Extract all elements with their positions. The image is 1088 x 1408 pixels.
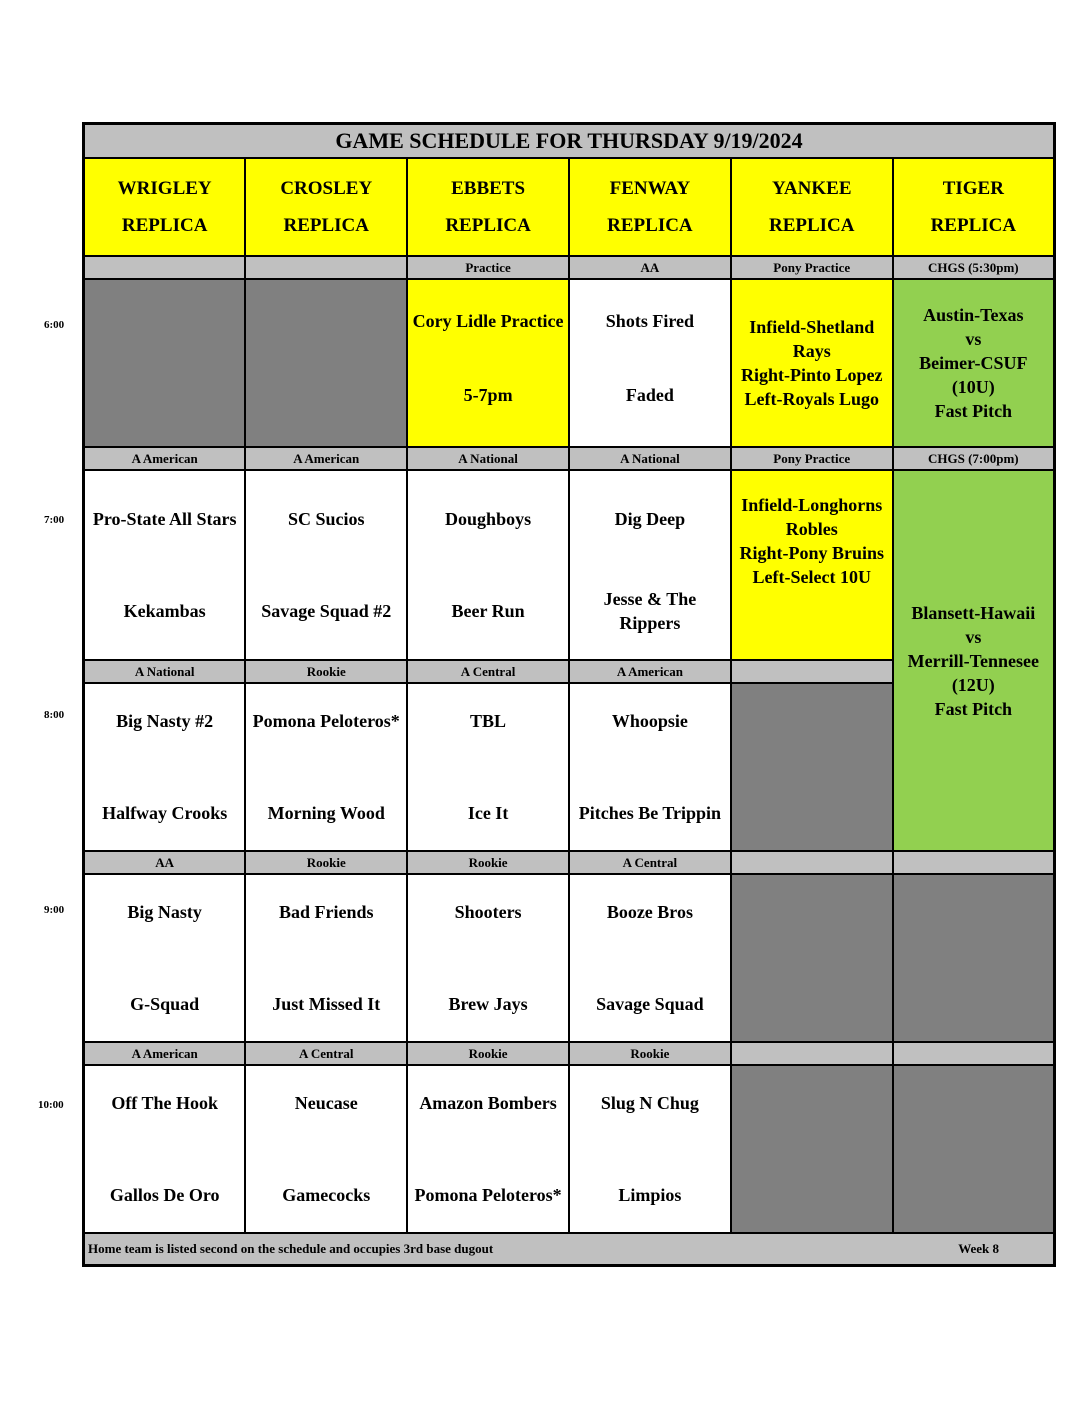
division-label: A Central <box>245 1042 407 1065</box>
game-cell <box>569 279 731 447</box>
field-header-wrigley <box>84 158 246 256</box>
empty-slot <box>731 874 893 1042</box>
team-top: Big Nasty #2 <box>116 711 214 731</box>
page-title: GAME SCHEDULE FOR THURSDAY 9/19/2024 <box>84 124 1055 159</box>
time-label-10: 10:00 <box>38 1099 64 1111</box>
field-name: CROSLEY <box>280 178 373 199</box>
team-top: Whoopsie <box>611 711 688 731</box>
fast-pitch-line: Fast Pitch <box>934 401 1013 421</box>
team-top: Neucase <box>294 1093 358 1113</box>
game-cell <box>407 683 569 851</box>
game-cell <box>84 1065 246 1233</box>
fast-pitch-line: Fast Pitch <box>934 698 1013 719</box>
field-header-tiger <box>893 158 1055 256</box>
field-name: TIGER <box>942 178 1004 199</box>
footer <box>84 1233 1055 1266</box>
team-top: Pro-State All Stars <box>92 509 237 529</box>
game-cell <box>407 1065 569 1233</box>
division-label: A American <box>84 1042 246 1065</box>
empty-slot <box>893 874 1055 1042</box>
field-name: YANKEE <box>771 178 852 199</box>
game-cell <box>569 1065 731 1233</box>
field-sub: REPLICA <box>121 215 208 236</box>
team-top: Dig Deep <box>614 509 686 529</box>
game-cell <box>569 683 731 851</box>
division-label <box>731 660 893 683</box>
team-bottom: Halfway Crooks <box>102 803 228 823</box>
team-bottom: Just Missed It <box>272 994 381 1014</box>
practice-line: Infield-Longhorns Robles <box>741 495 883 539</box>
field-header-crosley <box>245 158 407 256</box>
time-label-8: 8:00 <box>44 709 65 721</box>
field-name: WRIGLEY <box>117 178 212 199</box>
division-row <box>84 447 1055 470</box>
division-label <box>84 256 246 279</box>
empty-slot <box>731 683 893 851</box>
team-bottom: Morning Wood <box>267 803 385 823</box>
team-bottom: Gamecocks <box>282 1185 371 1205</box>
team-top: Off The Hook <box>111 1093 218 1113</box>
practice-line: Right-Pinto Lopez <box>740 365 883 385</box>
empty-slot <box>84 279 246 447</box>
fast-pitch-line: vs <box>965 329 982 349</box>
team-top: Booze Bros <box>606 902 693 922</box>
field-sub: REPLICA <box>768 215 855 236</box>
division-label: A American <box>245 447 407 470</box>
field-header-yankee <box>731 158 893 256</box>
division-label: A National <box>569 447 731 470</box>
division-label: Pony Practice <box>731 447 893 470</box>
division-label: AA <box>84 851 246 874</box>
division-label: A American <box>84 447 246 470</box>
time-column <box>0 0 82 1408</box>
team-top: Shots Fired <box>605 311 694 331</box>
fast-pitch-cell <box>893 470 1055 851</box>
field-header-row <box>84 158 1055 256</box>
footer-note: Home team is listed second on the schedule and occupies 3rd base dugout <box>88 1241 494 1256</box>
fast-pitch-line: Merrill-Tennesee <box>907 650 1039 671</box>
game-cell <box>245 1065 407 1233</box>
team-bottom: Beer Run <box>451 601 525 621</box>
team-bottom: Ice It <box>467 803 509 823</box>
division-label: A Central <box>569 851 731 874</box>
division-row <box>84 256 1055 279</box>
fast-pitch-line: Beimer-CSUF <box>919 353 1028 373</box>
team-bottom: Pitches Be Trippin <box>578 803 722 823</box>
game-cell <box>245 683 407 851</box>
division-label: A American <box>569 660 731 683</box>
team-bottom: Brew Jays <box>448 994 528 1014</box>
field-sub: REPLICA <box>445 215 531 236</box>
practice-line: Right-Pony Bruins <box>739 543 884 563</box>
team-top: Doughboys <box>445 509 532 529</box>
game-cell <box>84 470 246 660</box>
team-bottom: Kekambas <box>123 601 206 621</box>
game-cell <box>407 874 569 1042</box>
field-name: EBBETS <box>451 178 526 199</box>
time-label-6: 6:00 <box>44 319 65 331</box>
team-bottom: Pomona Peloteros* <box>414 1185 562 1205</box>
game-cell <box>84 874 246 1042</box>
division-label <box>731 851 893 874</box>
team-bottom: Jesse & The Rippers <box>603 589 697 633</box>
empty-slot <box>893 1065 1055 1233</box>
division-label <box>893 851 1055 874</box>
practice-line: Left-Select 10U <box>752 567 871 587</box>
game-cell <box>407 470 569 660</box>
division-label: A National <box>84 660 246 683</box>
team-bottom: Faded <box>625 385 674 405</box>
game-row <box>84 470 1055 660</box>
division-label: Rookie <box>407 1042 569 1065</box>
game-row <box>84 874 1055 1042</box>
team-bottom: Savage Squad <box>596 994 704 1014</box>
team-top: Big Nasty <box>127 902 202 922</box>
field-header-ebbets <box>407 158 569 256</box>
practice-cell <box>731 279 893 447</box>
team-top: Bad Friends <box>278 902 374 922</box>
game-cell <box>569 874 731 1042</box>
fast-pitch-line: vs <box>965 626 982 647</box>
fast-pitch-line: (10U) <box>951 377 995 397</box>
division-label: Rookie <box>245 660 407 683</box>
division-label: Pony Practice <box>731 256 893 279</box>
team-top: Slug N Chug <box>600 1093 699 1113</box>
empty-slot <box>245 279 407 447</box>
team-bottom: 5-7pm <box>463 385 513 405</box>
team-top: Shooters <box>454 902 522 922</box>
team-top: Cory Lidle Practice <box>412 311 564 331</box>
division-label: Rookie <box>407 851 569 874</box>
field-sub: REPLICA <box>283 215 369 236</box>
division-label: Rookie <box>245 851 407 874</box>
team-top: Pomona Peloteros* <box>252 711 400 731</box>
division-label <box>893 1042 1055 1065</box>
division-label: A National <box>407 447 569 470</box>
field-sub: REPLICA <box>930 215 1017 236</box>
game-cell <box>407 279 569 447</box>
division-row <box>84 1042 1055 1065</box>
division-label <box>245 256 407 279</box>
fast-pitch-cell <box>893 279 1055 447</box>
game-row <box>84 279 1055 447</box>
division-label: CHGS (5:30pm) <box>893 256 1055 279</box>
game-cell <box>245 470 407 660</box>
team-bottom: Gallos De Oro <box>109 1185 220 1205</box>
game-cell <box>245 874 407 1042</box>
game-row <box>84 1065 1055 1233</box>
game-cell <box>84 683 246 851</box>
division-label <box>731 1042 893 1065</box>
practice-cell <box>731 470 893 660</box>
time-label-7: 7:00 <box>44 514 65 526</box>
division-label: CHGS (7:00pm) <box>893 447 1055 470</box>
field-header-fenway <box>569 158 731 256</box>
empty-slot <box>731 1065 893 1233</box>
team-top: Amazon Bombers <box>419 1093 557 1113</box>
field-sub: REPLICA <box>607 215 693 236</box>
division-label: A Central <box>407 660 569 683</box>
fast-pitch-line: Blansett-Hawaii <box>911 602 1036 623</box>
team-top: SC Sucios <box>287 509 365 529</box>
fast-pitch-line: (12U) <box>951 674 995 695</box>
fast-pitch-line: Austin-Texas <box>923 305 1024 325</box>
schedule-table <box>82 122 1056 1267</box>
practice-line: Left-Royals Lugo <box>744 389 879 409</box>
week-label: Week 8 <box>958 1241 999 1256</box>
division-row <box>84 851 1055 874</box>
practice-line: Infield-Shetland Rays <box>749 317 875 361</box>
team-bottom: G-Squad <box>130 994 200 1014</box>
field-name: FENWAY <box>609 178 691 199</box>
game-cell <box>569 470 731 660</box>
footer-row <box>84 1233 1055 1266</box>
division-label: AA <box>569 256 731 279</box>
team-bottom: Savage Squad #2 <box>261 601 392 621</box>
team-bottom: Limpios <box>618 1185 682 1205</box>
team-top: TBL <box>470 711 507 731</box>
division-label: Rookie <box>569 1042 731 1065</box>
time-label-9: 9:00 <box>44 904 65 916</box>
division-label: Practice <box>407 256 569 279</box>
